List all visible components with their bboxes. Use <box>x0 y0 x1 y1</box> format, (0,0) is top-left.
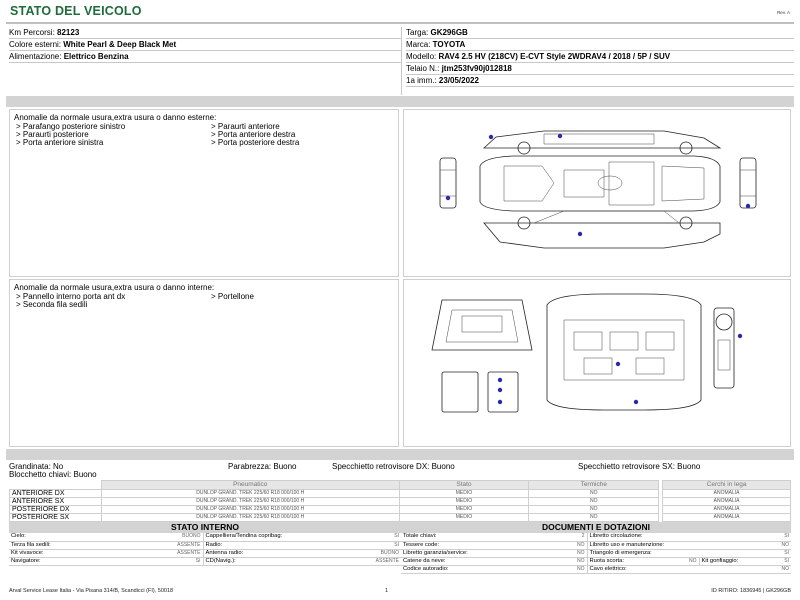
footer-company: Arval Service Lease Italia - Via Pisana 314/B, Scandicci (FI), 50018 <box>9 588 174 594</box>
damage-item: > Porta anteriore destra <box>211 130 296 139</box>
tyre-position: ANTERIORE SX <box>10 498 102 506</box>
field-label: Cielo: <box>9 533 129 541</box>
tyre-model: DUNLOP GRAND. TREK 225/60 R18 000/100 H <box>101 490 399 498</box>
field-label: Codice autoradio: <box>401 565 521 573</box>
car-top-view <box>480 156 720 211</box>
tyres-table <box>9 480 791 522</box>
tyre-position: POSTERIORE SX <box>10 514 102 522</box>
field-label: Navigatore: <box>9 557 129 565</box>
table-row <box>401 549 791 557</box>
model-row <box>406 51 794 63</box>
table-row <box>9 557 401 565</box>
tyre-thermal: NO <box>529 498 659 506</box>
km-value: 82123 <box>57 28 80 37</box>
tyre-thermal: NO <box>529 506 659 514</box>
exterior-damage-list <box>10 123 398 147</box>
interior-damage-panel <box>9 279 399 447</box>
color-label: Colore esterni: <box>9 40 64 49</box>
damage-marker <box>446 196 450 200</box>
brand-label: Marca: <box>406 40 433 49</box>
tyre-pos-header <box>10 481 102 490</box>
mirror-left-status: Specchietto retrovisore SX: Buono <box>578 462 701 471</box>
table-row <box>10 506 791 514</box>
table-row <box>9 533 401 541</box>
rims-header: Cerchi in lega <box>663 481 791 490</box>
interior-state-title: STATO INTERNO <box>9 522 401 533</box>
damage-item: > Portellone <box>211 292 254 301</box>
rim-status: ANOMALIA <box>663 506 791 514</box>
interior-state-table <box>9 533 401 566</box>
boot-view <box>432 300 532 350</box>
page-title: STATO DEL VEICOLO <box>10 4 142 18</box>
table-row <box>10 498 791 506</box>
field-label: Kit gonfiaggio: <box>699 557 767 565</box>
revision-label: Rev. A <box>777 10 790 15</box>
field-label: CD(Navig.): <box>203 557 329 565</box>
km-label: Km Percorsi: <box>9 28 58 37</box>
field-value: NO <box>767 565 791 573</box>
field-value: NO <box>521 565 587 573</box>
documents-title: DOCUMENTI E DOTAZIONI <box>401 522 791 533</box>
model-label: Modello: <box>406 52 439 61</box>
table-row <box>401 557 791 565</box>
field-value: ASSENTE <box>129 549 203 557</box>
field-label: Tessere code: <box>401 541 521 549</box>
damage-item: > Seconda fila sedili <box>16 300 88 309</box>
interior-damage-title: Anomalie da normale usura,extra usura o danno interne: <box>14 283 215 292</box>
field-label: Libretto uso e manutenzione: <box>587 541 767 549</box>
damage-marker <box>616 362 620 366</box>
exterior-damage-title: Anomalie da normale usura,extra usura o danno esterne: <box>14 113 217 122</box>
field-label: Triangolo di emergenza: <box>587 549 767 557</box>
model-value: RAV4 2.5 HV (218CV) E-CVT Style 2WDRAV4 / 2018 / 5P / SUV <box>438 52 671 61</box>
table-row <box>9 549 401 557</box>
vin-row <box>406 63 794 75</box>
footer-page-number: 1 <box>385 588 389 594</box>
field-value: NO <box>521 557 587 565</box>
field-label: Cavo elettrico: <box>587 565 767 573</box>
car-front-view <box>440 158 456 208</box>
fuel-label: Alimentazione: <box>9 52 64 61</box>
vehicle-checks <box>9 462 791 480</box>
tyre-model: DUNLOP GRAND. TREK 225/60 R18 000/100 H <box>101 498 399 506</box>
tyre-thermal: NO <box>529 490 659 498</box>
table-row <box>10 514 791 522</box>
info-divider <box>401 27 402 95</box>
vin-label: Telaio N.: <box>406 64 442 73</box>
field-value: 2 <box>521 533 587 541</box>
table-row <box>401 541 791 549</box>
documents-box <box>401 522 791 574</box>
damage-marker <box>634 400 638 404</box>
section-band <box>6 96 794 107</box>
interior-damage-list <box>10 293 398 309</box>
field-value: BUONO <box>329 549 401 557</box>
windshield-status: Parabrezza: Buono <box>228 462 297 471</box>
interior-car-diagram <box>404 280 790 446</box>
field-label: Libretto circolazione: <box>587 533 767 541</box>
damage-marker <box>489 135 493 139</box>
key-lock-status: Blocchetto chiavi: Buono <box>9 470 97 479</box>
mirror-right-status: Specchietto retrovisore DX: Buono <box>332 462 455 471</box>
field-label: Totale chiavi: <box>401 533 521 541</box>
field-label: Cappelliera/Tendina copribag: <box>203 533 329 541</box>
car-side-view-bottom <box>484 211 720 248</box>
dashboard-view <box>714 308 734 388</box>
interior-state-box <box>9 522 401 566</box>
plate-value: GK296GB <box>430 28 468 37</box>
tyre-state: MEDIO <box>399 506 529 514</box>
field-label: Radio: <box>203 541 329 549</box>
header-divider <box>6 22 794 24</box>
field-label: Kit vivavoce: <box>9 549 129 557</box>
field-value: BUONO <box>129 533 203 541</box>
field-label: Catene da neve: <box>401 557 521 565</box>
car-rear-view <box>740 158 756 208</box>
field-value: SI <box>129 557 203 565</box>
field-value: SI <box>767 549 791 557</box>
brand-row <box>406 39 794 51</box>
field-value: ASSENTE <box>129 541 203 549</box>
field-label: Antenna radio: <box>203 549 329 557</box>
fuel-row <box>9 51 401 63</box>
rim-status: ANOMALIA <box>663 490 791 498</box>
plate-label: Targa: <box>406 28 431 37</box>
field-value: NO <box>521 549 587 557</box>
section-band-bottom <box>6 449 794 460</box>
vin-value: jtm253fv90j012818 <box>441 64 512 73</box>
rim-status: ANOMALIA <box>663 514 791 522</box>
exterior-damage-panel <box>9 109 399 277</box>
field-value: SI <box>329 533 401 541</box>
exterior-diagram-panel <box>403 109 791 277</box>
registration-value: 23/05/2022 <box>438 76 479 85</box>
hail-status: Grandinata: No <box>9 462 64 471</box>
field-label: Libretto garanzia/service: <box>401 549 521 557</box>
field-value: ASSENTE <box>329 557 401 565</box>
damage-marker <box>738 334 742 338</box>
table-row <box>9 541 401 549</box>
brand-value: TOYOTA <box>432 40 466 49</box>
field-value: SI <box>767 533 791 541</box>
tyre-state: MEDIO <box>399 498 529 506</box>
tyre-state: MEDIO <box>399 514 529 522</box>
color-row <box>9 39 401 51</box>
damage-item: > Porta anteriore sinistra <box>16 138 104 147</box>
door-panel-view <box>442 372 518 412</box>
damage-marker <box>558 134 562 138</box>
state-header: Stato <box>399 481 529 490</box>
damage-item: > Paraurti posteriore <box>16 130 89 139</box>
field-value: NO <box>521 541 587 549</box>
color-value: White Pearl & Deep Black Met <box>63 40 177 49</box>
rim-status: ANOMALIA <box>663 498 791 506</box>
field-value: NO <box>767 541 791 549</box>
tyre-thermal: NO <box>529 514 659 522</box>
damage-marker <box>498 378 502 382</box>
table-row <box>10 490 791 498</box>
km-row <box>9 27 401 39</box>
tyres-header-row <box>10 481 791 490</box>
tyre-position: ANTERIORE DX <box>10 490 102 498</box>
vehicle-info-right <box>406 27 794 87</box>
tyre-state: MEDIO <box>399 490 529 498</box>
field-value: SI <box>329 541 401 549</box>
damage-marker <box>578 232 582 236</box>
damage-marker <box>498 400 502 404</box>
exterior-car-diagram <box>404 110 790 276</box>
fuel-value: Elettrico Benzina <box>63 52 129 61</box>
documents-table <box>401 533 791 574</box>
damage-item: > Parafango posteriore sinistro <box>16 122 126 131</box>
registration-row <box>406 75 794 87</box>
damage-item: > Pannello interno porta ant dx <box>16 292 126 301</box>
tyre-model: DUNLOP GRAND. TREK 225/60 R18 000/100 H <box>101 514 399 522</box>
interior-diagram-panel <box>403 279 791 447</box>
footer-id: ID RITIRO: 1836945 | GK296GB <box>711 588 791 594</box>
table-row <box>401 533 791 541</box>
field-label: Terza fila sedili: <box>9 541 129 549</box>
damage-marker <box>498 388 502 392</box>
damage-item: > Porta posteriore destra <box>211 138 300 147</box>
field-value: SI <box>767 557 791 565</box>
field-label: Ruota scorta: <box>587 557 677 565</box>
vehicle-info-left <box>9 27 401 63</box>
cabin-top-view <box>547 294 701 410</box>
table-row <box>401 565 791 573</box>
damage-item: > Paraurti anteriore <box>211 122 280 131</box>
damage-marker <box>746 204 750 208</box>
car-side-view-top <box>484 131 720 154</box>
registration-label: 1a imm.: <box>406 76 439 85</box>
tyre-position: POSTERIORE DX <box>10 506 102 514</box>
thermal-header: Termiche <box>529 481 659 490</box>
tyre-header: Pneumatico <box>101 481 399 490</box>
field-value: NO <box>677 557 699 565</box>
plate-row <box>406 27 794 39</box>
tyre-model: DUNLOP GRAND. TREK 225/60 R18 000/100 H <box>101 506 399 514</box>
